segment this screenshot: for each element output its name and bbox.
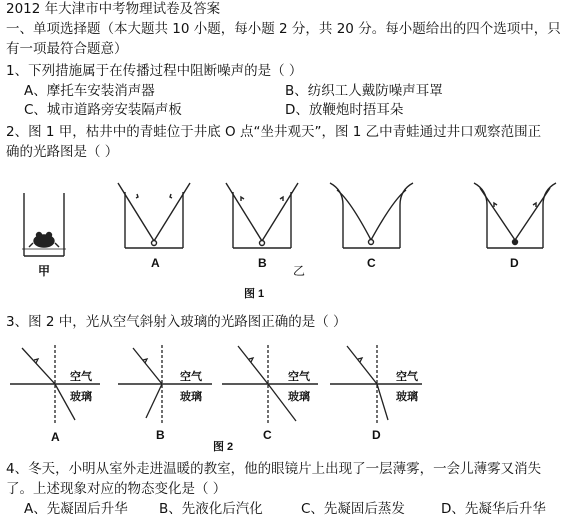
fig2-caption: 图 2: [213, 441, 234, 453]
q4-stem-line2: 了。上述现象对应的物态变化是（ ）: [6, 481, 227, 497]
fig1-caption: 图 1: [244, 288, 265, 300]
fig2-a-air-label: 空气: [70, 370, 92, 383]
section-heading-line1: 一、单项选择题（本大题共 10 小题，每小题 2 分，共 20 分。每小题给出的四个选项中，只: [6, 21, 561, 37]
fig2-label-b: B: [156, 428, 165, 442]
fig2-c-air-label: 空气: [288, 370, 310, 383]
fig2-b-glass-label: 玻璃: [180, 390, 202, 403]
q1-option-b: B、纺织工人戴防噪声耳罩: [285, 83, 443, 99]
fig1-label-c: C: [367, 256, 376, 270]
fig1-label-jia: 甲: [38, 264, 51, 278]
fig2-label-c: C: [263, 428, 272, 442]
fig2-d-air-label: 空气: [396, 370, 418, 383]
q4-option-c: C、先凝固后蒸发: [301, 501, 405, 517]
fig2-label-d: D: [372, 428, 381, 442]
q4-stem-line1: 4、冬天，小明从室外走进温暖的教室，他的眼镜片上出现了一层薄雾，一会儿薄雾又消失: [6, 461, 542, 477]
q4-option-b: B、先液化后汽化: [159, 501, 263, 517]
fig1-label-d: D: [510, 256, 519, 270]
fig1-label-b: B: [258, 256, 267, 270]
q1-option-d: D、放鞭炮时捂耳朵: [285, 102, 404, 118]
fig2-panel-c: [222, 345, 318, 425]
page-title: 2012 年大津市中考物理试卷及答案: [6, 1, 221, 17]
q1-option-a: A、摩托车安装消声器: [24, 83, 155, 99]
fig2-d-glass-label: 玻璃: [396, 390, 418, 403]
q1-option-c: C、城市道路旁安装隔声板: [24, 102, 182, 118]
fig2-panel-b: [118, 345, 212, 425]
q3-stem: 3、图 2 中，光从空气斜射入玻璃的光路图正确的是（ ）: [6, 314, 347, 330]
q4-option-a: A、先凝固后升华: [24, 501, 128, 517]
fig1-label-a: A: [151, 256, 160, 270]
fig1-label-yi: 乙: [293, 264, 306, 278]
fig2-a-glass-label: 玻璃: [70, 390, 92, 403]
q4-option-d: D、先凝华后升华: [441, 501, 546, 517]
fig2-panel-a: [10, 345, 100, 425]
section-heading-line2: 有一项最符合题意）: [6, 41, 128, 57]
q2-stem-line2: 确的光路图是（ ）: [6, 144, 119, 160]
q1-stem: 1、下列措施属于在传播过程中阻断噪声的是（ ）: [6, 63, 303, 79]
fig2-panel-d: [330, 345, 422, 425]
fig2-b-air-label: 空气: [180, 370, 202, 383]
fig2-label-a: A: [51, 430, 60, 444]
fig2-c-glass-label: 玻璃: [288, 390, 310, 403]
q2-stem-line1: 2、图 1 甲，枯井中的青蛙位于井底 O 点“坐井观天”，图 1 乙中青蛙通过井口观察范围正: [6, 124, 542, 140]
